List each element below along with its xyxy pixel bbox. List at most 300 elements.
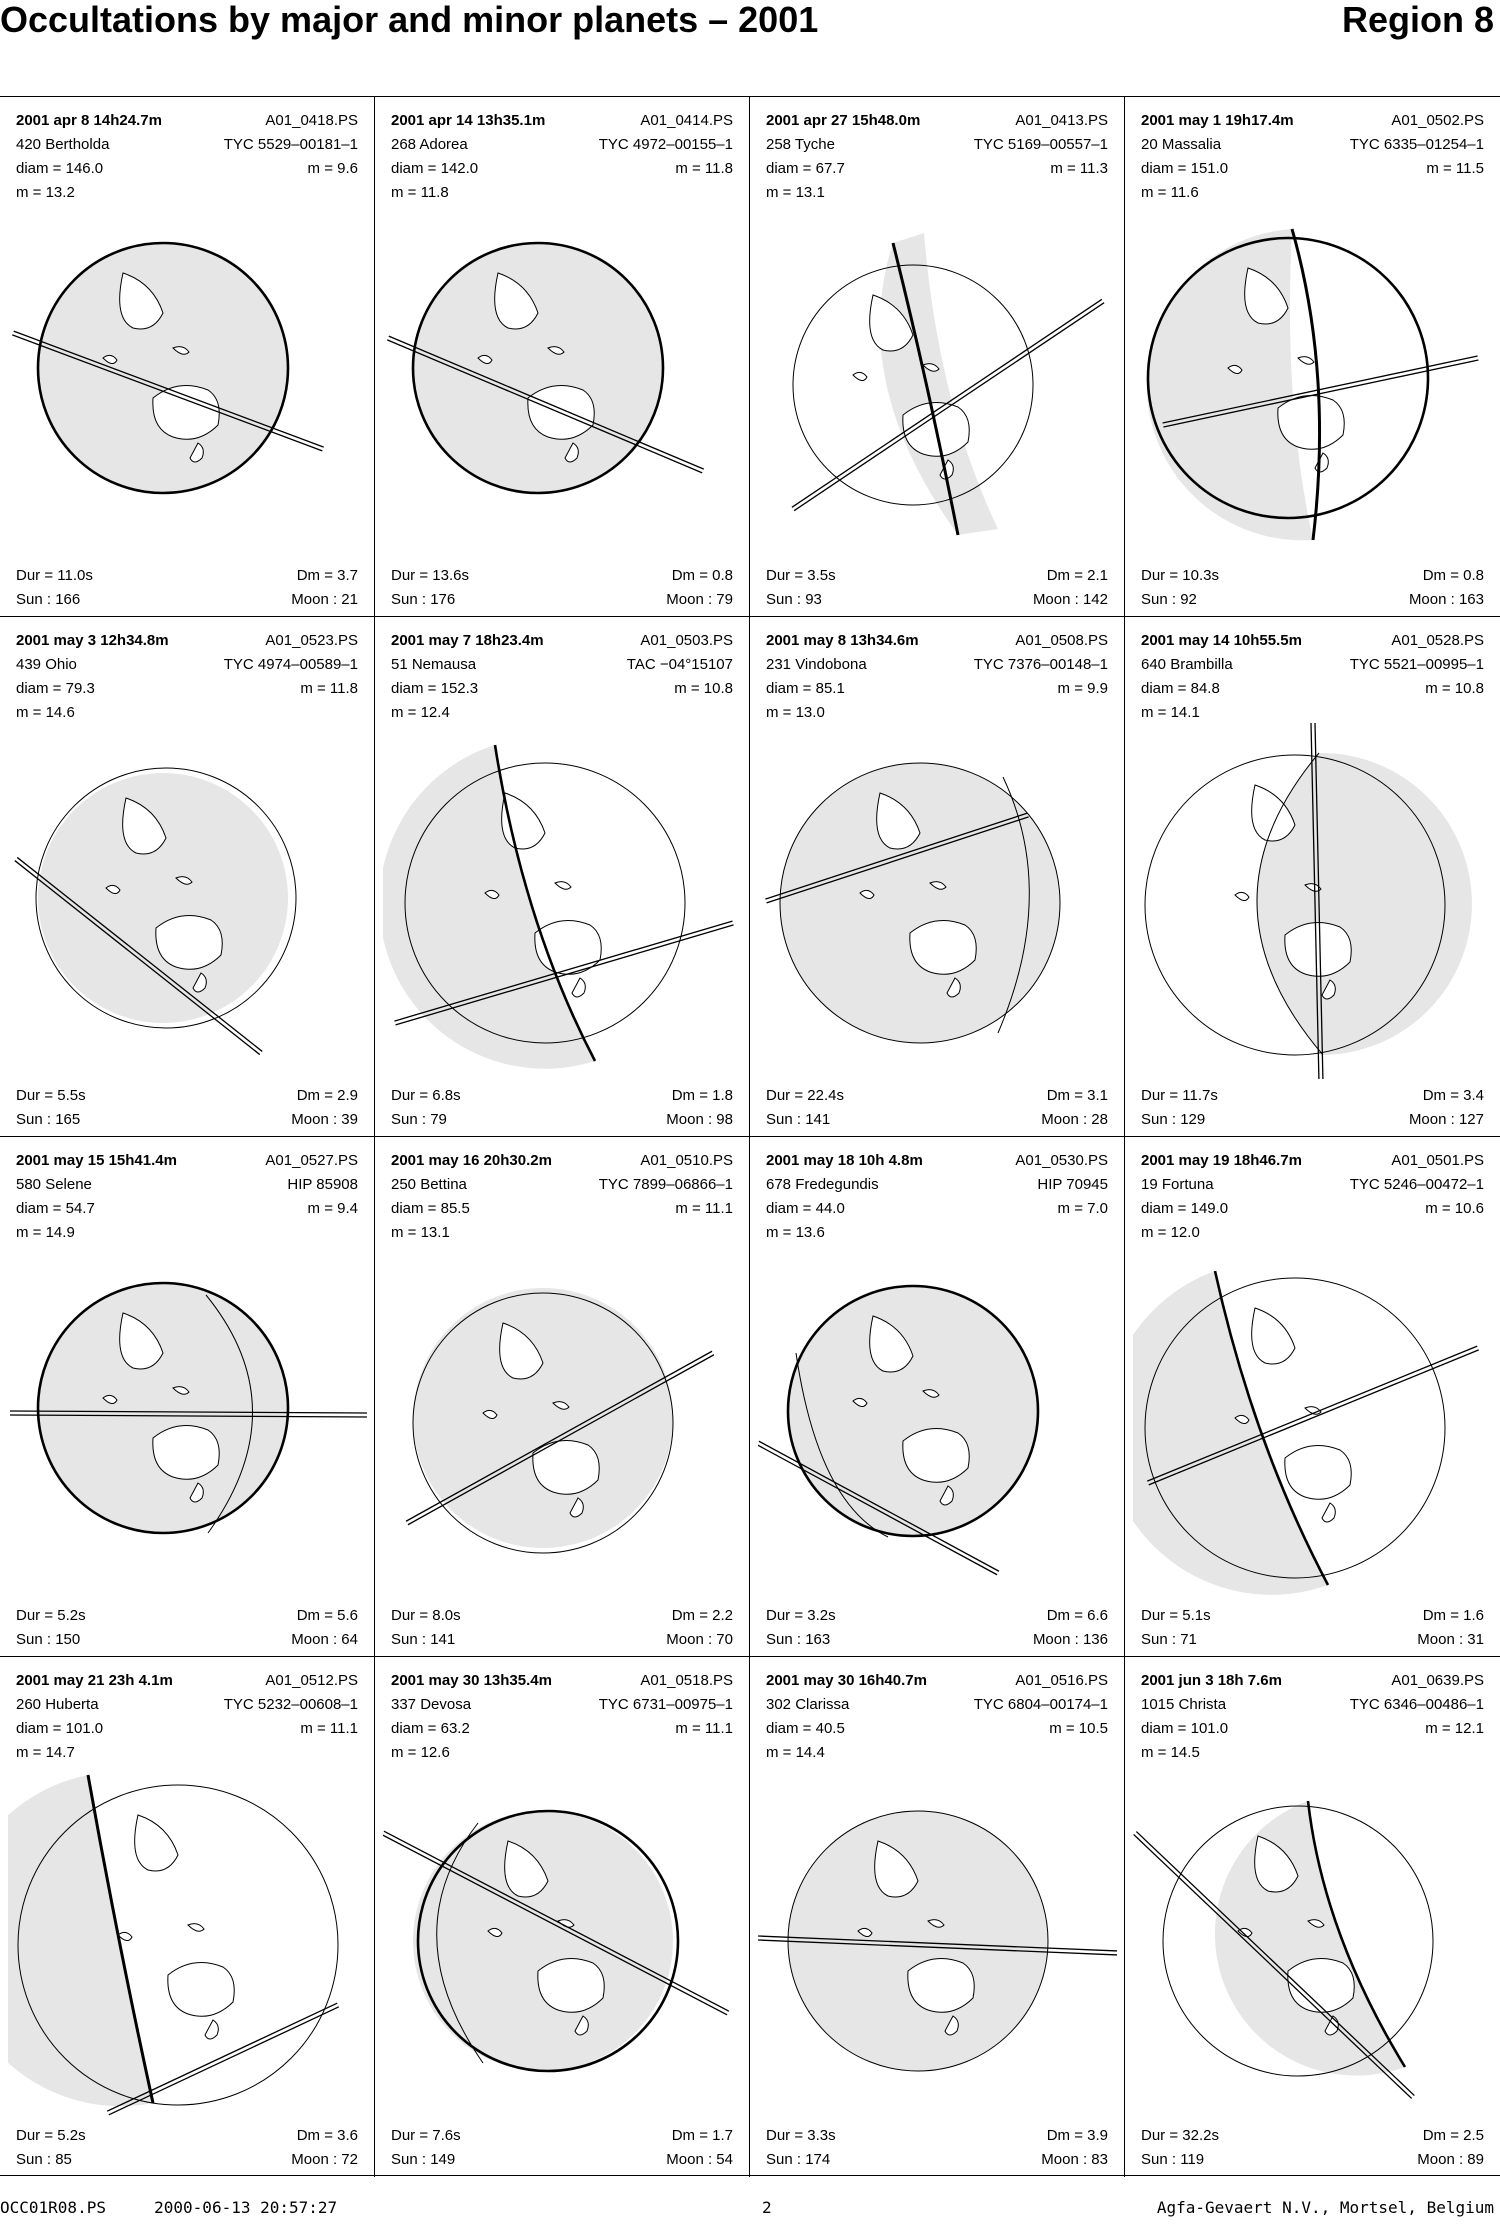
magnitude-drop: Dm = 3.9 — [1046, 2127, 1108, 2144]
panel-duration-line — [1141, 564, 1484, 588]
panel-duration-line — [391, 564, 733, 588]
object-diameter: diam = 44.0 — [766, 1200, 845, 1217]
sun-elongation: Sun : 163 — [766, 1631, 831, 1648]
globe-map — [758, 723, 1117, 1079]
chart-file: A01_0503.PS — [640, 632, 733, 649]
occulting-object: 439 Ohio — [16, 656, 77, 673]
panel-object-line — [766, 653, 1108, 677]
event-date: 2001 may 16 20h30.2m — [391, 1152, 552, 1169]
globe-map — [383, 1763, 742, 2119]
landmass-outline — [1285, 923, 1351, 977]
event-date: 2001 may 7 18h23.4m — [391, 632, 544, 649]
panel-magnitude-line — [1141, 1221, 1484, 1245]
occulted-star: HIP 70945 — [1037, 1176, 1108, 1193]
panel-magnitude-line — [391, 701, 733, 725]
star-magnitude: m = 10.8 — [674, 680, 733, 697]
panel-header-line — [766, 1669, 1108, 1693]
occulting-object: 258 Tyche — [766, 136, 835, 153]
night-shading — [383, 745, 595, 1069]
panel-header-line — [766, 629, 1108, 653]
globe-map — [1133, 723, 1492, 1079]
occultation-panel — [1125, 1657, 1500, 2177]
landmass-outline — [1315, 453, 1328, 472]
moon-elongation: Moon : 72 — [291, 2151, 358, 2168]
object-magnitude: m = 14.9 — [16, 1224, 75, 1241]
duration: Dur = 5.5s — [16, 1087, 86, 1104]
occulting-object: 302 Clarissa — [766, 1696, 850, 1713]
panel-object-line — [1141, 1693, 1484, 1717]
panel-header-line — [1141, 1669, 1484, 1693]
panel-elongation-line — [391, 1108, 733, 1132]
event-date: 2001 apr 8 14h24.7m — [16, 112, 162, 129]
panel-object-line — [16, 653, 358, 677]
globe-map — [758, 1243, 1117, 1599]
occulted-star: TYC 5169–00557–1 — [973, 136, 1108, 153]
object-diameter: diam = 151.0 — [1141, 160, 1229, 177]
duration: Dur = 10.3s — [1141, 567, 1219, 584]
panel-elongation-line — [766, 1108, 1108, 1132]
occulting-object: 640 Brambilla — [1141, 656, 1233, 673]
moon-elongation: Moon : 142 — [1032, 591, 1108, 608]
night-shading — [1257, 753, 1472, 1055]
panel-diameter-line — [1141, 1717, 1484, 1741]
sun-elongation: Sun : 119 — [1141, 2151, 1205, 2168]
magnitude-drop: Dm = 2.5 — [1422, 2127, 1484, 2144]
occulted-star: TYC 5246–00472–1 — [1349, 1176, 1484, 1193]
event-date: 2001 may 14 10h55.5m — [1141, 632, 1302, 649]
duration: Dur = 11.7s — [1141, 1087, 1218, 1104]
night-shading — [880, 233, 998, 535]
panel-diameter-line — [766, 1197, 1108, 1221]
panel-diameter-line — [16, 1717, 358, 1741]
occultation-panel — [750, 1137, 1125, 1657]
moon-elongation: Moon : 163 — [1408, 591, 1484, 608]
sun-elongation: Sun : 149 — [391, 2151, 456, 2168]
chart-file: A01_0414.PS — [640, 112, 733, 129]
chart-file: A01_0527.PS — [265, 1152, 358, 1169]
panel-object-line — [391, 1173, 733, 1197]
landmass-outline — [153, 1426, 219, 1480]
globe-map — [1133, 203, 1492, 559]
object-magnitude: m = 12.0 — [1141, 1224, 1200, 1241]
panel-diameter-line — [16, 157, 358, 181]
night-shading — [38, 773, 288, 1023]
duration: Dur = 3.3s — [766, 2127, 836, 2144]
panel-elongation-line — [766, 588, 1108, 612]
occultation-panel — [1125, 97, 1500, 617]
object-magnitude: m = 13.1 — [391, 1224, 450, 1241]
duration: Dur = 11.0s — [16, 567, 93, 584]
panel-diameter-line — [1141, 677, 1484, 701]
panel-elongation-line — [766, 1628, 1108, 1652]
occultation-panel — [0, 1657, 375, 2177]
panel-magnitude-line — [16, 1221, 358, 1245]
star-magnitude: m = 11.3 — [1050, 160, 1108, 177]
panel-duration-line — [16, 1604, 358, 1628]
panel-elongation-line — [1141, 2148, 1484, 2172]
moon-elongation: Moon : 79 — [666, 591, 733, 608]
globe-map — [8, 1243, 367, 1599]
panel-magnitude-line — [766, 181, 1108, 205]
magnitude-drop: Dm = 1.7 — [671, 2127, 733, 2144]
globe-map — [1133, 1243, 1492, 1599]
panel-object-line — [766, 1173, 1108, 1197]
night-shading — [1133, 1271, 1328, 1595]
star-magnitude: m = 11.8 — [675, 160, 733, 177]
region-label: Region 8 — [1341, 0, 1494, 40]
panel-object-line — [391, 1693, 733, 1717]
object-diameter: diam = 101.0 — [16, 1720, 104, 1737]
landmass-outline — [1322, 1503, 1335, 1522]
occulting-object: 1015 Christa — [1141, 1696, 1227, 1713]
object-diameter: diam = 152.3 — [391, 680, 479, 697]
panel-object-line — [391, 133, 733, 157]
landmass-outline — [528, 386, 594, 440]
panel-diameter-line — [766, 677, 1108, 701]
panel-elongation-line — [16, 2148, 358, 2172]
panel-diameter-line — [766, 157, 1108, 181]
moon-elongation: Moon : 64 — [291, 1631, 358, 1648]
sun-elongation: Sun : 79 — [391, 1111, 447, 1128]
chart-file: A01_0523.PS — [265, 632, 358, 649]
landmass-outline — [853, 372, 867, 380]
chart-file: A01_0639.PS — [1391, 1672, 1484, 1689]
panel-duration-line — [766, 1084, 1108, 1108]
moon-elongation: Moon : 31 — [1417, 1631, 1484, 1648]
occulted-star: TYC 6346–00486–1 — [1349, 1696, 1484, 1713]
chart-file: A01_0510.PS — [640, 1152, 733, 1169]
landmass-outline — [555, 882, 571, 890]
duration: Dur = 13.6s — [391, 567, 469, 584]
magnitude-drop: Dm = 2.9 — [296, 1087, 358, 1104]
globe-map — [1133, 1763, 1492, 2119]
event-date: 2001 may 8 13h34.6m — [766, 632, 919, 649]
landmass-outline — [1298, 357, 1314, 365]
object-magnitude: m = 13.6 — [766, 1224, 825, 1241]
night-shading — [413, 1811, 673, 2071]
sun-elongation: Sun : 93 — [766, 591, 822, 608]
sun-elongation: Sun : 165 — [16, 1111, 81, 1128]
panel-elongation-line — [391, 1628, 733, 1652]
object-magnitude: m = 12.6 — [391, 1744, 450, 1761]
landmass-outline — [538, 1959, 604, 2013]
event-date: 2001 may 30 16h40.7m — [766, 1672, 927, 1689]
panel-object-line — [1141, 1173, 1484, 1197]
event-date: 2001 may 15 15h41.4m — [16, 1152, 177, 1169]
panel-object-line — [1141, 653, 1484, 677]
panel-object-line — [16, 1693, 358, 1717]
sun-elongation: Sun : 92 — [1141, 591, 1197, 608]
magnitude-drop: Dm = 3.1 — [1046, 1087, 1108, 1104]
chart-file: A01_0528.PS — [1391, 632, 1484, 649]
panel-header-line — [1141, 629, 1484, 653]
panel-diameter-line — [1141, 157, 1484, 181]
panel-header-line — [766, 109, 1108, 133]
object-magnitude: m = 14.1 — [1141, 704, 1200, 721]
footer-page-number: 2 — [762, 2198, 772, 2217]
panel-header-line — [16, 1669, 358, 1693]
panel-duration-line — [766, 564, 1108, 588]
panel-magnitude-line — [16, 701, 358, 725]
chart-file: A01_0518.PS — [640, 1672, 733, 1689]
event-date: 2001 apr 27 15h48.0m — [766, 112, 921, 129]
landmass-outline — [1252, 785, 1295, 841]
sun-elongation: Sun : 176 — [391, 591, 456, 608]
landmass-outline — [188, 1924, 204, 1932]
panel-object-line — [1141, 133, 1484, 157]
footer-file: OCC01R08.PS 2000-06-13 20:57:27 — [0, 2198, 338, 2217]
magnitude-drop: Dm = 2.2 — [671, 1607, 733, 1624]
panel-elongation-line — [766, 2148, 1108, 2172]
panel-magnitude-line — [766, 701, 1108, 725]
sun-elongation: Sun : 166 — [16, 591, 81, 608]
moon-elongation: Moon : 39 — [291, 1111, 358, 1128]
occultation-panel — [375, 617, 750, 1137]
occulting-object: 337 Devosa — [391, 1696, 472, 1713]
duration: Dur = 5.2s — [16, 1607, 86, 1624]
moon-elongation: Moon : 28 — [1041, 1111, 1108, 1128]
panel-header-line — [16, 629, 358, 653]
occulting-object: 250 Bettina — [391, 1176, 467, 1193]
event-date: 2001 apr 14 13h35.1m — [391, 112, 546, 129]
panel-diameter-line — [766, 1717, 1108, 1741]
panel-duration-line — [16, 564, 358, 588]
star-magnitude: m = 11.1 — [300, 1720, 358, 1737]
event-date: 2001 may 3 12h34.8m — [16, 632, 169, 649]
occulted-star: TYC 7376–00148–1 — [973, 656, 1108, 673]
occulted-star: TYC 5232–00608–1 — [223, 1696, 358, 1713]
star-magnitude: m = 11.1 — [675, 1720, 733, 1737]
object-magnitude: m = 14.4 — [766, 1744, 825, 1761]
event-date: 2001 may 30 13h35.4m — [391, 1672, 552, 1689]
sun-elongation: Sun : 85 — [16, 2151, 72, 2168]
star-magnitude: m = 11.5 — [1426, 160, 1484, 177]
object-magnitude: m = 13.2 — [16, 184, 75, 201]
night-shading — [8, 1775, 153, 2106]
page-footer — [0, 2196, 1500, 2220]
object-diameter: diam = 79.3 — [16, 680, 95, 697]
panel-diameter-line — [391, 677, 733, 701]
star-magnitude: m = 11.1 — [675, 1200, 733, 1217]
panel-diameter-line — [1141, 1197, 1484, 1221]
landmass-outline — [908, 1959, 974, 2013]
chart-file: A01_0508.PS — [1015, 632, 1108, 649]
panel-diameter-line — [16, 677, 358, 701]
occultation-panel — [0, 97, 375, 617]
magnitude-drop: Dm = 3.7 — [296, 567, 358, 584]
night-shading — [780, 763, 1060, 1043]
chart-file: A01_0516.PS — [1015, 1672, 1108, 1689]
landmass-outline — [1252, 1308, 1295, 1364]
occultation-panel — [1125, 617, 1500, 1137]
panel-magnitude-line — [391, 181, 733, 205]
occulting-object: 51 Nemausa — [391, 656, 477, 673]
landmass-outline — [1285, 1446, 1351, 1500]
panel-elongation-line — [1141, 588, 1484, 612]
magnitude-drop: Dm = 3.4 — [1422, 1087, 1484, 1104]
magnitude-drop: Dm = 3.6 — [296, 2127, 358, 2144]
occulted-star: TAC −04°15107 — [626, 656, 733, 673]
event-date: 2001 may 1 19h17.4m — [1141, 112, 1294, 129]
object-diameter: diam = 85.5 — [391, 1200, 470, 1217]
panel-elongation-line — [1141, 1628, 1484, 1652]
star-magnitude: m = 12.1 — [1425, 1720, 1484, 1737]
panel-header-line — [16, 109, 358, 133]
occultation-panel — [750, 97, 1125, 617]
magnitude-drop: Dm = 0.8 — [1422, 567, 1484, 584]
landmass-outline — [168, 1963, 234, 2017]
panel-duration-line — [1141, 2124, 1484, 2148]
object-diameter: diam = 84.8 — [1141, 680, 1220, 697]
panel-object-line — [766, 133, 1108, 157]
star-magnitude: m = 9.4 — [307, 1200, 358, 1217]
occulting-object: 20 Massalia — [1141, 136, 1222, 153]
event-date: 2001 may 21 23h 4.1m — [16, 1672, 173, 1689]
night-shading — [1147, 229, 1313, 540]
object-magnitude: m = 14.6 — [16, 704, 75, 721]
occulted-star: TYC 5529–00181–1 — [223, 136, 358, 153]
chart-file: A01_0413.PS — [1015, 112, 1108, 129]
panel-duration-line — [16, 1084, 358, 1108]
chart-file: A01_0501.PS — [1391, 1152, 1484, 1169]
panel-object-line — [766, 1693, 1108, 1717]
panel-duration-line — [16, 2124, 358, 2148]
sun-elongation: Sun : 150 — [16, 1631, 81, 1648]
sun-elongation: Sun : 174 — [766, 2151, 831, 2168]
occultation-panel — [1125, 1137, 1500, 1657]
landmass-outline — [1278, 396, 1344, 450]
globe-map — [8, 1763, 367, 2119]
object-diameter: diam = 54.7 — [16, 1200, 95, 1217]
magnitude-drop: Dm = 1.6 — [1422, 1607, 1484, 1624]
panel-header-line — [391, 1149, 733, 1173]
duration: Dur = 3.2s — [766, 1607, 836, 1624]
globe-map — [383, 203, 742, 559]
panel-object-line — [16, 133, 358, 157]
panel-header-line — [16, 1149, 358, 1173]
star-magnitude: m = 7.0 — [1057, 1200, 1108, 1217]
panel-diameter-line — [391, 157, 733, 181]
panel-object-line — [16, 1173, 358, 1197]
object-diameter: diam = 63.2 — [391, 1720, 470, 1737]
chart-file: A01_0530.PS — [1015, 1152, 1108, 1169]
object-magnitude: m = 11.8 — [391, 184, 449, 201]
panel-elongation-line — [16, 588, 358, 612]
landmass-outline — [572, 978, 585, 997]
occulted-star: TYC 4974–00589–1 — [223, 656, 358, 673]
occulted-star: TYC 6804–00174–1 — [973, 1696, 1108, 1713]
duration: Dur = 5.1s — [1141, 1607, 1211, 1624]
occulted-star: TYC 5521–00995–1 — [1349, 656, 1484, 673]
panel-object-line — [391, 653, 733, 677]
globe-map — [8, 723, 367, 1079]
occultation-grid — [0, 96, 1500, 2176]
panel-header-line — [1141, 1149, 1484, 1173]
panel-header-line — [391, 629, 733, 653]
panel-diameter-line — [391, 1197, 733, 1221]
sun-elongation: Sun : 141 — [766, 1111, 831, 1128]
moon-elongation: Moon : 54 — [666, 2151, 733, 2168]
event-date: 2001 may 18 10h 4.8m — [766, 1152, 923, 1169]
occultation-panel — [750, 617, 1125, 1137]
panel-magnitude-line — [391, 1221, 733, 1245]
panel-diameter-line — [391, 1717, 733, 1741]
occulted-star: TYC 7899–06866–1 — [598, 1176, 733, 1193]
panel-header-line — [391, 109, 733, 133]
object-diameter: diam = 142.0 — [391, 160, 479, 177]
occulting-object: 268 Adorea — [391, 136, 468, 153]
sun-elongation: Sun : 71 — [1141, 1631, 1197, 1648]
panel-magnitude-line — [1141, 181, 1484, 205]
moon-elongation: Moon : 83 — [1041, 2151, 1108, 2168]
occultation-panel — [375, 97, 750, 617]
landmass-outline — [533, 1441, 599, 1495]
duration: Dur = 3.5s — [766, 567, 836, 584]
moon-elongation: Moon : 89 — [1417, 2151, 1484, 2168]
star-magnitude: m = 10.5 — [1049, 1720, 1108, 1737]
panel-header-line — [766, 1149, 1108, 1173]
occultation-panel — [0, 1137, 375, 1657]
object-magnitude: m = 11.6 — [1141, 184, 1199, 201]
occulting-object: 260 Huberta — [16, 1696, 99, 1713]
object-diameter: diam = 85.1 — [766, 680, 845, 697]
night-shading — [788, 1811, 1048, 2071]
footer-organization: Agfa-Gevaert N.V., Mortsel, Belgium — [1156, 2198, 1494, 2217]
panel-duration-line — [391, 2124, 733, 2148]
duration: Dur = 6.8s — [391, 1087, 461, 1104]
panel-duration-line — [766, 1604, 1108, 1628]
panel-magnitude-line — [391, 1741, 733, 1765]
panel-elongation-line — [391, 2148, 733, 2172]
object-diameter: diam = 101.0 — [1141, 1720, 1229, 1737]
panel-magnitude-line — [1141, 701, 1484, 725]
panel-elongation-line — [391, 588, 733, 612]
panel-magnitude-line — [766, 1221, 1108, 1245]
event-date: 2001 may 19 18h46.7m — [1141, 1152, 1302, 1169]
object-diameter: diam = 146.0 — [16, 160, 104, 177]
duration: Dur = 32.2s — [1141, 2127, 1219, 2144]
moon-elongation: Moon : 136 — [1032, 1631, 1108, 1648]
panel-magnitude-line — [766, 1741, 1108, 1765]
star-magnitude: m = 9.6 — [307, 160, 358, 177]
occulting-object: 580 Selene — [16, 1176, 92, 1193]
globe-map — [383, 1243, 742, 1599]
object-magnitude: m = 14.7 — [16, 1744, 75, 1761]
panel-elongation-line — [1141, 1108, 1484, 1132]
panel-magnitude-line — [1141, 1741, 1484, 1765]
landmass-outline — [156, 916, 222, 970]
occulting-object: 19 Fortuna — [1141, 1176, 1214, 1193]
panel-duration-line — [1141, 1084, 1484, 1108]
landmass-outline — [153, 386, 219, 440]
magnitude-drop: Dm = 0.8 — [671, 567, 733, 584]
duration: Dur = 5.2s — [16, 2127, 86, 2144]
occultation-panel — [0, 617, 375, 1137]
star-magnitude: m = 10.6 — [1425, 1200, 1484, 1217]
star-magnitude: m = 9.9 — [1057, 680, 1108, 697]
globe-map — [758, 1763, 1117, 2119]
moon-elongation: Moon : 70 — [666, 1631, 733, 1648]
landmass-outline — [1235, 892, 1249, 900]
sun-elongation: Sun : 129 — [1141, 1111, 1206, 1128]
duration: Dur = 8.0s — [391, 1607, 461, 1624]
panel-header-line — [1141, 109, 1484, 133]
object-diameter: diam = 67.7 — [766, 160, 845, 177]
object-magnitude: m = 12.4 — [391, 704, 450, 721]
object-magnitude: m = 13.0 — [766, 704, 825, 721]
landmass-outline — [135, 1815, 178, 1871]
event-date: 2001 jun 3 18h 7.6m — [1141, 1672, 1282, 1689]
